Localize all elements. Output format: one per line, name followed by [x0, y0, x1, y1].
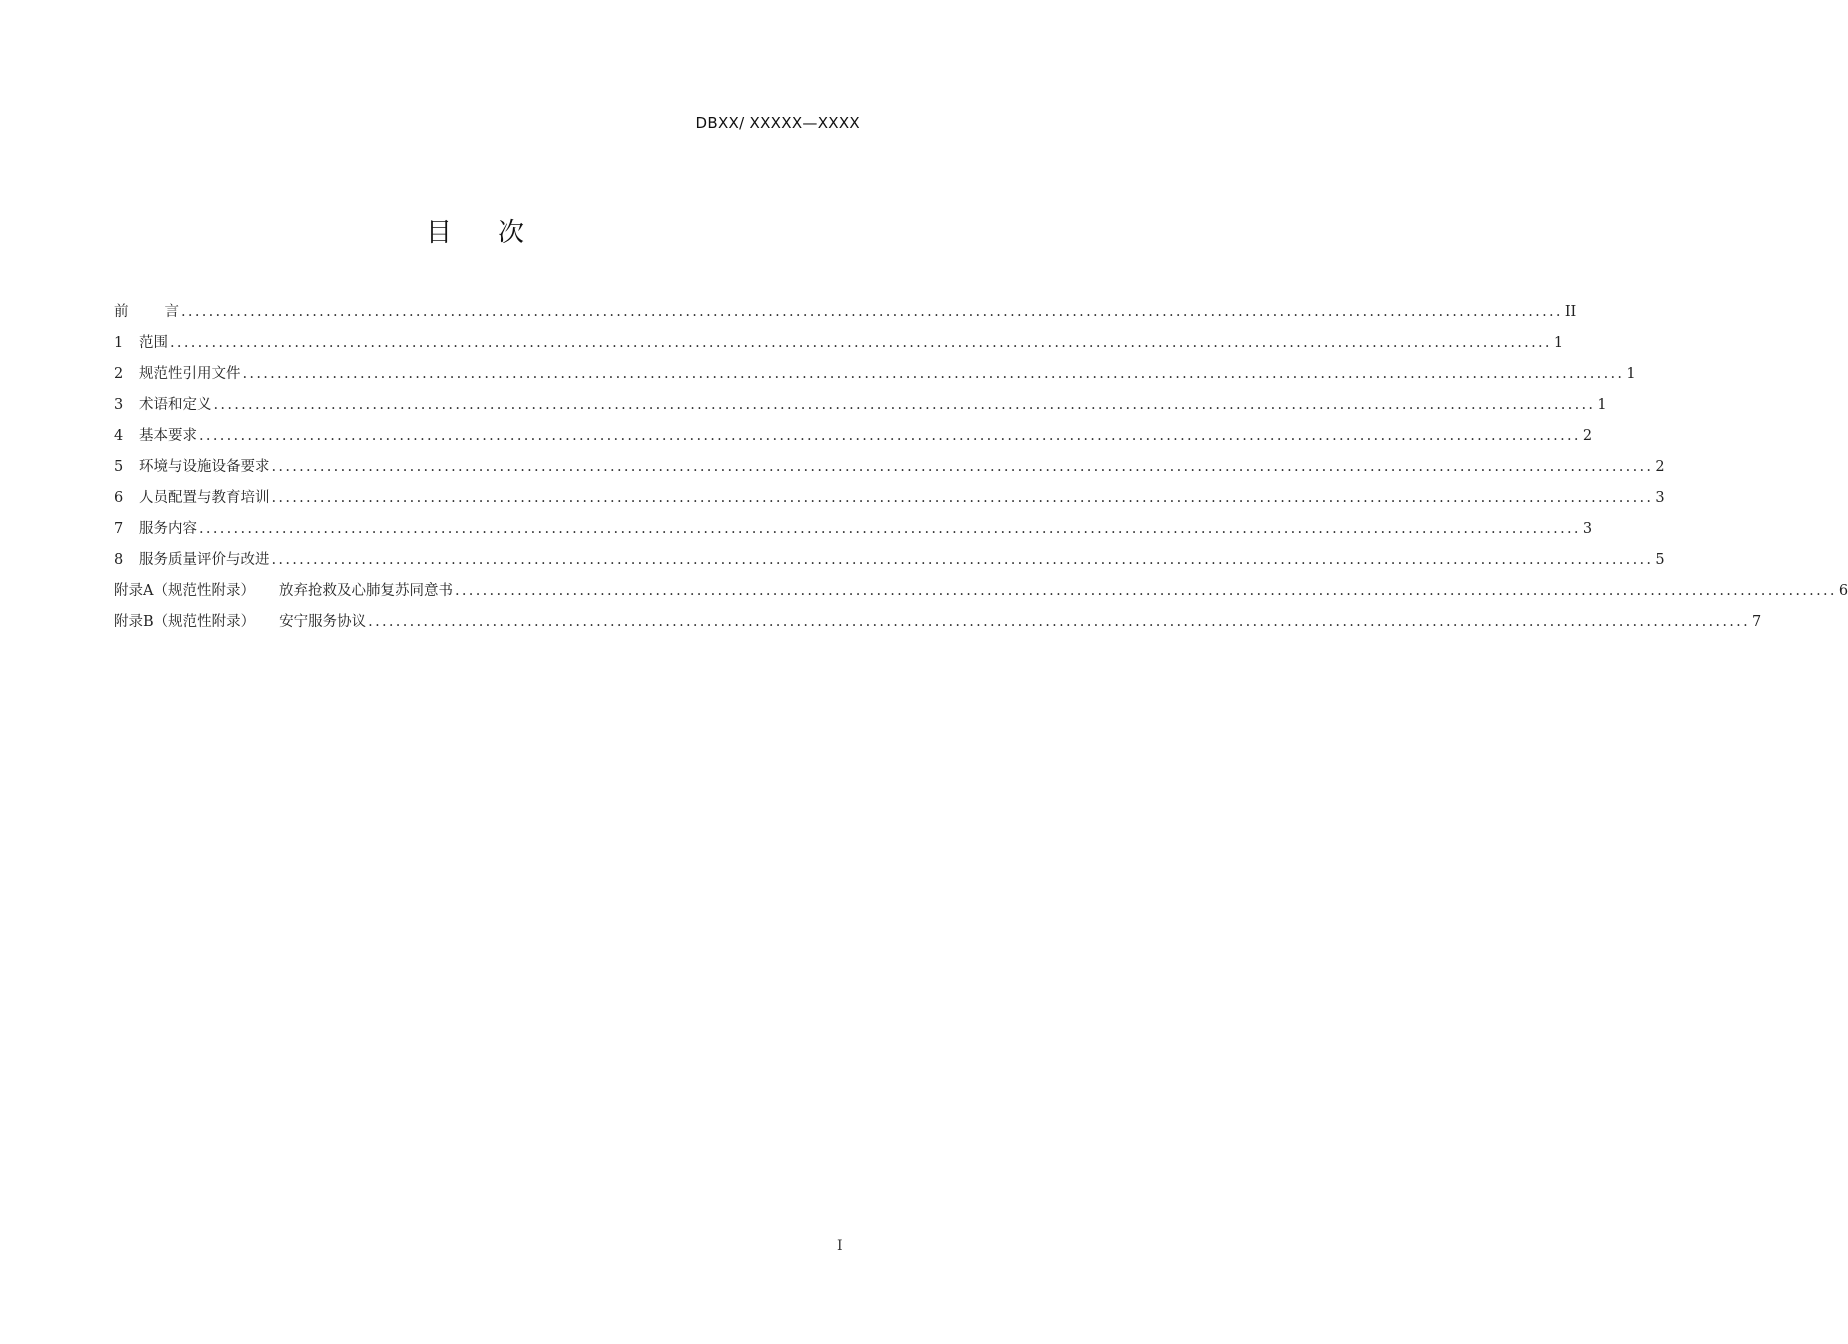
toc-leader-dots: ........................................................................................................................................................................................................	[271, 552, 1654, 568]
toc-leader-dots: ........................................................................................................................................................................................................	[170, 335, 1552, 351]
standard-code: DBXX/ XXXXX—XXXX	[695, 114, 860, 132]
toc-entry-page: 1	[1553, 335, 1564, 351]
toc-entry[interactable]	[114, 362, 1636, 393]
toc-leader-dots: ........................................................................................................................................................................................................	[271, 459, 1654, 475]
toc-entry-label: 服务内容	[139, 521, 197, 537]
title-char-1: 目	[425, 218, 452, 248]
toc-entry-page: 2	[1582, 428, 1593, 444]
page-title	[0, 212, 950, 249]
toc-entry-page: 6	[1838, 583, 1848, 599]
toc-entry-page: 3	[1655, 490, 1665, 506]
title-char-2: 次	[498, 218, 525, 248]
toc-entry[interactable]	[114, 517, 1593, 548]
annex-prefix: 附录A（规范性附录）	[114, 583, 255, 599]
toc-entry-label: 服务质量评价与改进	[139, 552, 270, 568]
toc-leader-dots: ........................................................................................................................................................................................................	[368, 614, 1750, 630]
toc-leader-dots: ........................................................................................................................................................................................................	[199, 521, 1581, 537]
toc-leader-dots: ........................................................................................................................................................................................................	[181, 304, 1563, 320]
toc-leader-dots: ........................................................................................................................................................................................................	[271, 490, 1654, 506]
toc-entry-label: 人员配置与教育培训	[139, 490, 270, 506]
toc-entry-number: 4	[114, 428, 124, 444]
toc-entry[interactable]	[114, 486, 1665, 517]
toc-entry-label	[114, 579, 453, 600]
toc-entry-label: 基本要求	[139, 428, 197, 444]
table-of-contents	[114, 300, 1848, 641]
toc-entry-label: 范围	[139, 335, 168, 351]
toc-entry[interactable]	[114, 393, 1607, 424]
toc-entry[interactable]	[114, 548, 1665, 579]
toc-entry-number: 7	[114, 521, 124, 537]
toc-entry-label: 术语和定义	[139, 397, 212, 413]
toc-leader-dots: ........................................................................................................................................................................................................	[213, 397, 1596, 413]
toc-entry-number: 1	[114, 335, 124, 351]
toc-entry[interactable]	[114, 424, 1593, 455]
toc-entry-page: 1	[1597, 397, 1607, 413]
toc-entry-number: 3	[114, 397, 124, 413]
toc-leader-dots: ........................................................................................................................................................................................................	[454, 583, 1837, 599]
toc-entry[interactable]	[114, 331, 1564, 362]
toc-entry-number: 5	[114, 459, 124, 475]
toc-leader-dots: ........................................................................................................................................................................................................	[242, 366, 1625, 382]
toc-entry-page: 7	[1751, 614, 1762, 630]
toc-entry-number: 2	[114, 366, 124, 382]
toc-entry-label: 前 言	[114, 304, 179, 320]
toc-entry-annex-a[interactable]	[114, 579, 1848, 610]
toc-entry-preface[interactable]	[114, 300, 1577, 331]
toc-entry[interactable]	[114, 455, 1665, 486]
toc-entry-label: 环境与设施设备要求	[139, 459, 270, 475]
toc-entry-annex-b[interactable]	[114, 610, 1762, 641]
toc-entry-number: 8	[114, 552, 124, 568]
toc-entry-page: 1	[1626, 366, 1636, 382]
toc-entry-page: II	[1564, 304, 1577, 320]
toc-entry-label	[114, 610, 366, 631]
toc-entry-page: 5	[1655, 552, 1665, 568]
toc-entry-label: 规范性引用文件	[139, 366, 241, 382]
page-number: I	[837, 1238, 843, 1254]
annex-title: 放弃抢救及心肺复苏同意书	[278, 583, 453, 599]
toc-leader-dots: ........................................................................................................................................................................................................	[199, 428, 1581, 444]
toc-entry-page: 3	[1582, 521, 1593, 537]
annex-title: 安宁服务协议	[279, 614, 367, 630]
toc-entry-number: 6	[114, 490, 124, 506]
toc-entry-page: 2	[1655, 459, 1665, 475]
annex-prefix: 附录B（规范性附录）	[114, 614, 256, 630]
